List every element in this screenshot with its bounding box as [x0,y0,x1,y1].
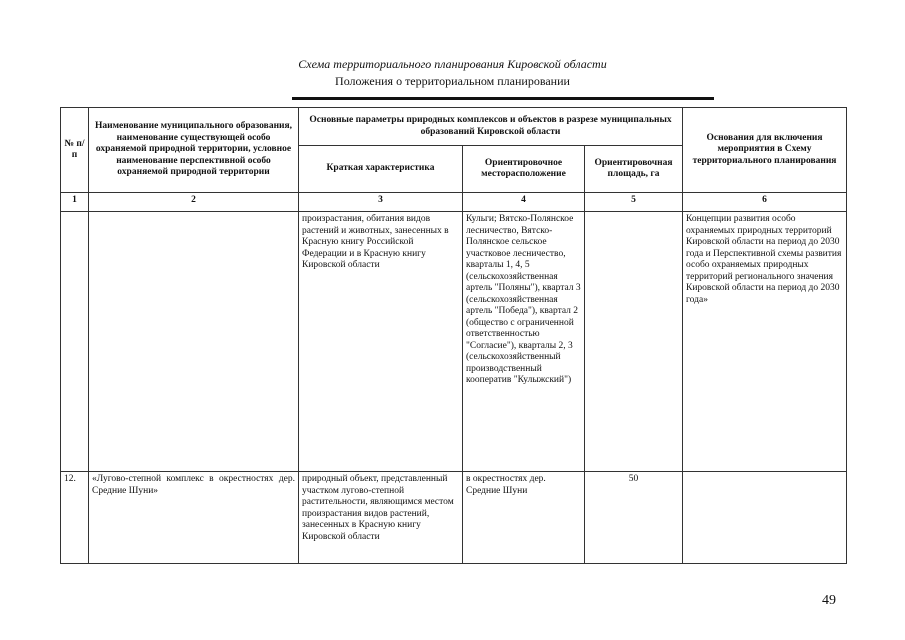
col-header-area: Ориентировочная площадь, га [585,146,683,193]
col-number: 1 [61,193,89,212]
table-row [61,472,847,564]
document-subtitle: Положения о территориальном планировании [335,74,570,88]
column-number-row [61,193,847,212]
row-brief-cell: природный объект, представленный участком лугово-степной растительности, являющимся местом произрастания видов растений, занесенных в Красную книгу Кировской области [299,472,463,564]
col-number: 6 [683,193,847,212]
header-rule [292,97,714,100]
document-header [0,56,905,90]
territorial-planning-table [60,107,847,564]
col-header-params: Основные параметры природных комплексов и объектов в разрезе муниципальных образований Кировской области [299,108,683,146]
row-basis-cell: Концепции развития особо охраняемых природных территорий Кировской области на период до 2030 года и Перспективной схемы развития особо охраняемых природных территорий регионального значения Кировской области на период до 2030 года» [683,212,847,472]
page-number: 49 [822,593,836,608]
row-name-cell [89,212,299,472]
row-basis-cell [683,472,847,564]
row-location-cell: Кульги; Вятско-Полянское лесничество, Вятско-Полянское сельское участковое лесничество, кварталы 1, 4, 5 (сельскохозяйственная артель "Поляны"), квартал 3 (сельскохозяйственная артель "Победа"), квартал 2 (общество с ограниченной ответственностью "Согласие"), кварталы 2, 3 (сельскохозяйственный производственный кооператив "Кулыжский") [463,212,585,472]
document-title: Схема территориального планирования Кировской области [298,57,607,71]
row-num-cell: 12. [61,472,89,564]
row-brief-cell: произрастания, обитания видов растений и животных, занесенных в Красную книгу Российской Федерации и в Красную книгу Кировской области [299,212,463,472]
col-number: 3 [299,193,463,212]
row-name-cell: «Лугово-степной комплекс в окрестностях дер. Средние Шуни» [89,472,299,564]
row-area-cell: 50 [585,472,683,564]
col-header-brief: Краткая характеристика [299,146,463,193]
col-number: 4 [463,193,585,212]
table-row [61,212,847,472]
col-number: 5 [585,193,683,212]
col-header-num: № п/п [61,108,89,193]
col-header-location: Ориентировочное месторасположение [463,146,585,193]
row-num-cell [61,212,89,472]
col-number: 2 [89,193,299,212]
row-area-cell [585,212,683,472]
col-header-name: Наименование муниципального образования, наименование существующей особо охраняемой природной территории, условное наименование перспективной особо охраняемой природной территории [89,108,299,193]
row-location-cell: в окрестностях дер. Средние Шуни [463,472,585,564]
col-header-basis: Основания для включения мероприятия в Схему территориального планирования [683,108,847,193]
